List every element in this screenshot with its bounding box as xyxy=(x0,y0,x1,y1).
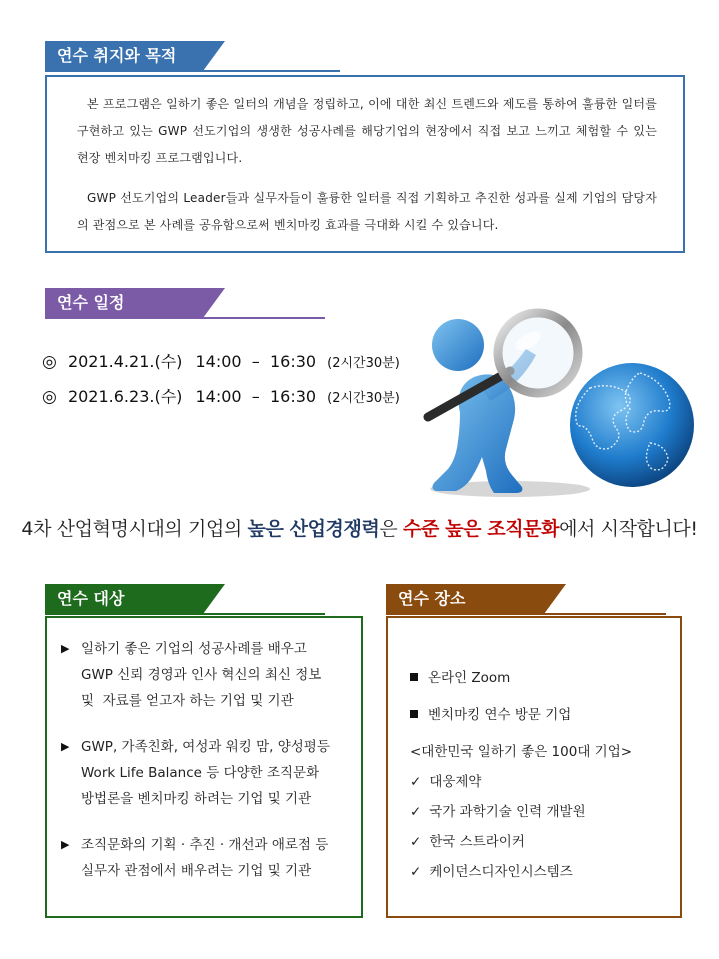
location-visit: 벤치마킹 연수 방문 기업 xyxy=(410,703,672,728)
target-item-1-line-1: 일하기 좋은 기업의 성공사례를 배우고 xyxy=(81,641,307,657)
company-item: ✓ 국가 과학기술 인력 개발원 xyxy=(410,804,586,820)
schedule-row-2 xyxy=(42,384,400,407)
target-item-2-line-3: 방법론을 벤치마킹 하려는 기업 및 기관 xyxy=(81,791,312,807)
check-icon: ✓ xyxy=(410,774,422,790)
slogan-headline xyxy=(0,514,719,541)
square-bullet-icon xyxy=(410,710,418,718)
target-item-3-line-2: 실무자 관점에서 배우려는 기업 및 기관 xyxy=(81,863,312,879)
purpose-tab-underline xyxy=(45,70,340,72)
square-bullet-icon xyxy=(410,673,418,681)
target-box xyxy=(45,616,363,918)
location-section-tab xyxy=(386,584,544,614)
check-icon: ✓ xyxy=(410,834,422,850)
circle-bullet-icon: ◎ xyxy=(42,352,57,372)
target-item-1 xyxy=(57,636,353,714)
triangle-bullet-icon: ▶ xyxy=(61,642,70,655)
slogan-part-1: 4차 산업혁명시대의 기업의 xyxy=(21,518,248,540)
triangle-bullet-icon: ▶ xyxy=(61,838,70,851)
target-item-2-line-2: Work Life Balance 등 다양한 조직문화 xyxy=(81,765,320,781)
location-tab-underline xyxy=(386,613,666,615)
purpose-box xyxy=(45,75,685,253)
schedule-time: 14:00 – 16:30 xyxy=(195,387,317,406)
purpose-section-tab xyxy=(45,41,203,71)
circle-bullet-icon: ◎ xyxy=(42,387,57,407)
target-item-2 xyxy=(57,734,353,812)
target-item-2-line-1: GWP, 가족친화, 여성과 워킹 맘, 양성평등 xyxy=(81,739,330,755)
target-item-1-line-2: GWP 신뢰 경영과 인사 혁신의 최신 정보 xyxy=(81,667,322,683)
slogan-highlight-culture: 수준 높은 조직문화 xyxy=(403,518,560,540)
slogan-part-3: 은 xyxy=(379,518,403,540)
purpose-section-title: 연수 취지와 목적 xyxy=(57,46,177,65)
target-tab-underline xyxy=(45,613,325,615)
company-item: ✓ 케이던스디자인시스템즈 xyxy=(410,864,573,880)
target-item-3 xyxy=(57,832,353,884)
slogan-part-5: 에서 시작합니다! xyxy=(559,518,698,540)
company-item: ✓ 대웅제약 xyxy=(410,774,482,790)
check-icon: ✓ xyxy=(410,864,422,880)
triangle-bullet-icon: ▶ xyxy=(61,740,70,753)
schedule-section-tab xyxy=(45,288,203,318)
location-box xyxy=(386,616,682,918)
company-list-title: <대한민국 일하기 좋은 100대 기업> xyxy=(410,744,633,760)
slogan-highlight-competitiveness: 높은 산업경쟁력 xyxy=(247,518,380,540)
schedule-row-1 xyxy=(42,349,400,372)
target-item-1-line-3: 및 자료를 얻고자 하는 기업 및 기관 xyxy=(81,693,294,709)
purpose-paragraph-1: 본 프로그램은 일하기 좋은 일터의 개념을 정립하고, 이에 대한 최신 트렌드와 제도를 통하여 훌륭한 일터를 구현하고 있는 GWP 선도기업의 생생한 성공사례를 해당기업의 현장에서 직접 보고 느끼고 체험할 수 있는 현장 벤치마킹 프로그램입니다. xyxy=(77,97,657,165)
company-item: ✓ 한국 스트라이커 xyxy=(410,834,525,850)
purpose-paragraph-2: GWP 선도기업의 Leader들과 실무자들이 훌륭한 일터를 직접 기획하고 추진한 성과를 실제 기업의 담당자의 관점으로 본 사례를 공유함으로써 벤치마킹 효과를 극대화 시킬 수 있습니다. xyxy=(77,191,657,232)
schedule-duration: (2시간30분) xyxy=(327,356,400,371)
schedule-tab-underline xyxy=(45,317,325,319)
schedule-section-title: 연수 일정 xyxy=(57,293,125,312)
schedule-time: 14:00 – 16:30 xyxy=(195,352,317,371)
check-icon: ✓ xyxy=(410,804,422,820)
location-online: 온라인 Zoom xyxy=(410,666,672,691)
schedule-duration: (2시간30분) xyxy=(327,391,400,406)
target-item-3-line-1: 조직문화의 기획 · 추진 · 개선과 애로점 등 xyxy=(81,837,329,853)
target-section-tab xyxy=(45,584,203,614)
target-section-title: 연수 대상 xyxy=(57,589,125,608)
schedule-date: 2021.4.21.(수) xyxy=(67,352,183,371)
magnifier-globe-illustration xyxy=(400,293,696,503)
schedule-date: 2021.6.23.(수) xyxy=(67,387,183,406)
location-section-title: 연수 장소 xyxy=(398,589,466,608)
